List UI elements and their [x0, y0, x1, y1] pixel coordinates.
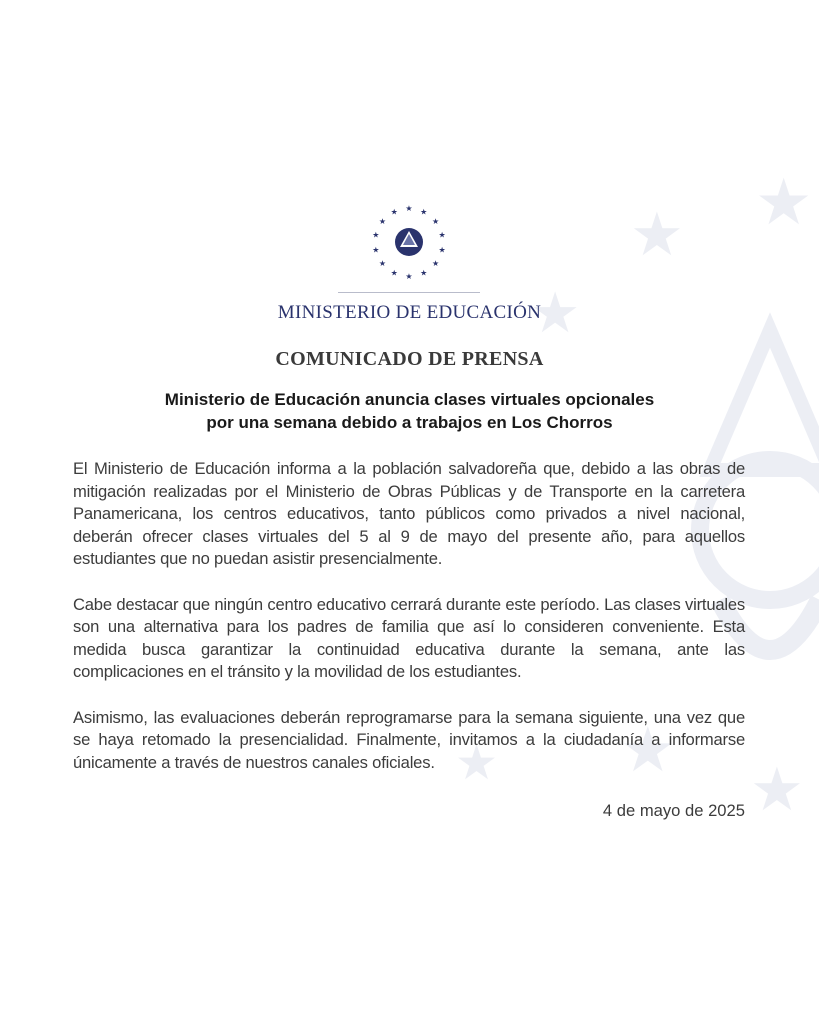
ministry-name: MINISTERIO DE EDUCACIÓN: [277, 302, 542, 323]
seal-star-icon: ★: [405, 204, 413, 213]
seal-star-icon: ★: [438, 230, 446, 240]
body-paragraph: Cabe destacar que ningún centro educativo cerrará durante este período. Las clases virtuales son una alternativa para los padres de familia que así lo consideren conveniente. Esta medida busca garantizar la continuidad educativa durante la semana, ante las complicaciones en el tránsito y la movilidad de los estudiantes.: [73, 594, 745, 682]
seal-star-icon: ★: [390, 207, 398, 217]
seal-star-icon: ★: [420, 268, 428, 278]
headline-line: por una semana debido a trabajos en Los Chorros: [206, 413, 613, 432]
seal-star-icon: ★: [378, 216, 387, 226]
watermark-star-icon: ★: [455, 737, 499, 790]
seal-star-icon: ★: [431, 216, 440, 226]
seal-star-icon: ★: [438, 245, 446, 255]
body-paragraph: El Ministerio de Educación informa a la población salvadoreña que, debido a las obras de mitigación realizadas por el Ministerio de Obras Públicas y de Transporte en la carretera Panamericana, los centros educativos, tanto públicos como privados a nivel nacional, deberán ofrecer clases virtuales del 5 al 9 de mayo del presente año, para aquellos estudiantes que no puedan asistir presencialmente.: [73, 459, 745, 569]
body-paragraph: Asimismo, las evaluaciones deberán reprogramarse para la semana siguiente, una vez que se haya retomado la presencialidad. Finalmente, invitamos a la ciudadanía a informarse únicamente a través de nuestros canales oficiales.: [73, 707, 745, 772]
seal-star-icon: ★: [405, 272, 413, 281]
seal-star-icon: ★: [378, 259, 387, 269]
headline-line: Ministerio de Educación anuncia clases virtuales opcionales: [164, 390, 655, 409]
header-divider: [338, 292, 480, 293]
headline: [0, 388, 819, 434]
watermark-star-icon: ★: [630, 201, 684, 268]
document-type-heading: COMUNICADO DE PRENSA: [275, 348, 544, 370]
seal-star-icon: ★: [420, 207, 428, 217]
seal-star-icon: ★: [431, 259, 440, 269]
seal-star-icon: ★: [372, 230, 380, 240]
release-date: 4 de mayo de 2025: [602, 801, 745, 820]
watermark-star-icon: ★: [530, 281, 581, 344]
watermark-star-icon: ★: [750, 756, 804, 823]
watermark-star-icon: ★: [620, 716, 676, 785]
press-release-body: [73, 458, 745, 797]
seal-star-icon: ★: [390, 268, 398, 278]
seal-star-icon: ★: [372, 245, 380, 255]
watermark-star-icon: ★: [755, 166, 813, 238]
coat-of-arms-seal-icon: [369, 202, 449, 282]
